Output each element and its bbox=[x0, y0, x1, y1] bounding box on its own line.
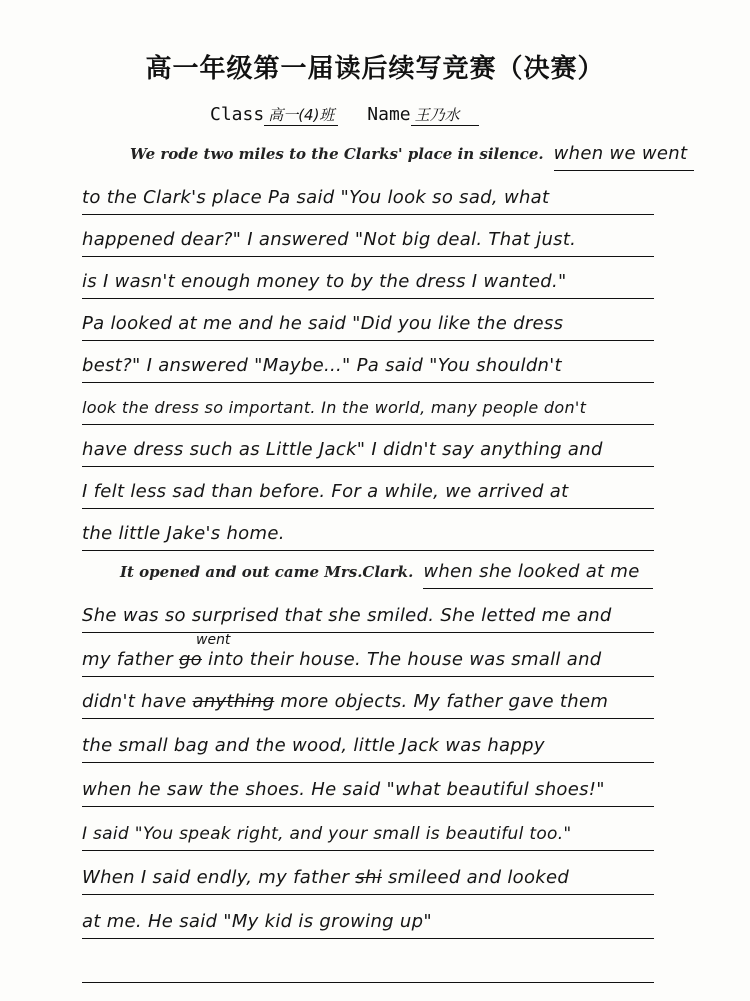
handwritten-text: more objects. My father gave them bbox=[280, 691, 609, 712]
crossed-out-word: go bbox=[178, 649, 202, 670]
handwritten-line: happened dear?" I answered "Not big deal. That just. bbox=[82, 224, 654, 257]
handwritten-text: into their house. The house was small and bbox=[208, 649, 602, 670]
handwritten-line: best?" I answered "Maybe..." Pa said "You shouldn't bbox=[82, 350, 654, 383]
handwritten-line: when she looked at me bbox=[423, 556, 653, 589]
student-info bbox=[210, 104, 497, 126]
handwritten-line: I felt less sad than before. For a while, we arrived at bbox=[82, 476, 654, 509]
handwritten-line bbox=[82, 862, 654, 895]
handwritten-text: smileed and looked bbox=[387, 867, 570, 888]
blank-line bbox=[82, 950, 654, 983]
handwritten-line: I said "You speak right, and your small is beautiful too." bbox=[82, 818, 654, 851]
handwritten-line bbox=[82, 644, 654, 677]
handwritten-line: the small bag and the wood, little Jack was happy bbox=[82, 730, 654, 763]
handwritten-line: to the Clark's place Pa said "You look so sad, what bbox=[82, 182, 654, 215]
handwritten-line: the little Jake's home. bbox=[82, 518, 654, 551]
page-title: 高一年级第一届读后续写竞赛（决赛） bbox=[145, 54, 605, 84]
class-value: 高一(4)班 bbox=[264, 104, 338, 126]
inserted-word: went bbox=[196, 632, 231, 648]
handwritten-line bbox=[82, 686, 654, 719]
handwritten-line: at me. He said "My kid is growing up" bbox=[82, 906, 654, 939]
handwritten-line: when we went bbox=[554, 138, 694, 171]
class-label: Class bbox=[210, 104, 265, 125]
handwritten-text: When I said endly, my father bbox=[82, 867, 350, 888]
paragraph1-prompt-line bbox=[130, 138, 688, 170]
handwritten-line: have dress such as Little Jack" I didn't say anything and bbox=[82, 434, 654, 467]
handwritten-line: is I wasn't enough money to by the dress I wanted." bbox=[82, 266, 654, 299]
crossed-out-word: anything bbox=[192, 691, 275, 712]
name-label: Name bbox=[367, 104, 411, 125]
paragraph1-prompt: We rode two miles to the Clarks' place in silence. bbox=[130, 145, 544, 163]
handwritten-text: my father bbox=[82, 649, 173, 670]
handwritten-text: didn't have bbox=[82, 691, 187, 712]
crossed-out-word: shi bbox=[355, 867, 382, 888]
name-value: 王乃水 bbox=[411, 104, 479, 126]
handwritten-line: Pa looked at me and he said "Did you like the dress bbox=[82, 308, 654, 341]
paragraph2-prompt: It opened and out came Mrs.Clark. bbox=[120, 563, 414, 581]
handwritten-line: look the dress so important. In the world, many people don't bbox=[82, 392, 654, 425]
paragraph2-prompt-line bbox=[120, 556, 654, 588]
handwritten-line: when he saw the shoes. He said "what beautiful shoes!" bbox=[82, 774, 654, 807]
handwritten-line: She was so surprised that she smiled. She letted me and bbox=[82, 600, 654, 633]
